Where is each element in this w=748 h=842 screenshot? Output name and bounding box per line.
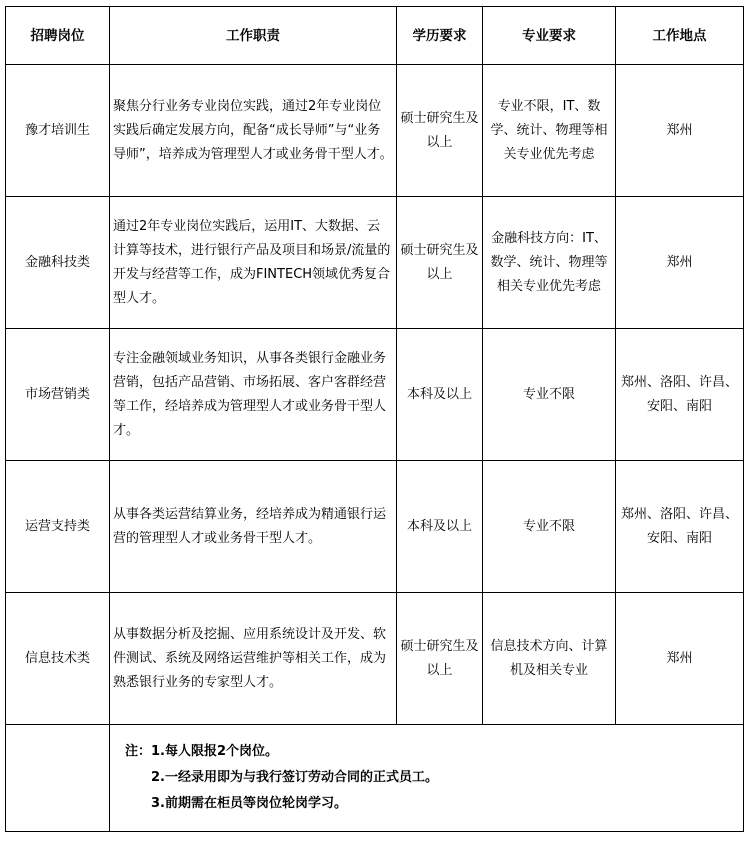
table-row bbox=[6, 65, 744, 197]
table-row bbox=[6, 461, 744, 593]
position-cell: 运营支持类 bbox=[6, 461, 110, 593]
position-cell: 金融科技类 bbox=[6, 197, 110, 329]
notes-row bbox=[6, 725, 744, 832]
major-cell: 金融科技方向：IT、数学、统计、物理等相关专业优先考虑 bbox=[483, 197, 616, 329]
education-cell: 硕士研究生及以上 bbox=[397, 593, 483, 725]
table-row bbox=[6, 329, 744, 461]
major-cell: 专业不限 bbox=[483, 461, 616, 593]
notes-empty-cell bbox=[6, 725, 110, 832]
note-line-1: 注：1.每人限报2个岗位。 bbox=[125, 744, 279, 759]
header-row bbox=[6, 7, 744, 65]
duties-cell: 专注金融领域业务知识，从事各类银行金融业务营销，包括产品营销、市场拓展、客户客群经营等工作，经培养成为管理型人才或业务骨干型人才。 bbox=[110, 329, 397, 461]
recruitment-table bbox=[5, 6, 744, 832]
location-cell: 郑州、洛阳、许昌、安阳、南阳 bbox=[616, 329, 744, 461]
major-cell: 专业不限 bbox=[483, 329, 616, 461]
education-cell: 本科及以上 bbox=[397, 461, 483, 593]
position-cell: 豫才培训生 bbox=[6, 65, 110, 197]
education-cell: 硕士研究生及以上 bbox=[397, 65, 483, 197]
note-line-2: 2.一经录用即为与我行签订劳动合同的正式员工。 bbox=[151, 770, 438, 785]
location-cell: 郑州 bbox=[616, 65, 744, 197]
header-location: 工作地点 bbox=[616, 7, 744, 65]
duties-cell: 通过2年专业岗位实践后，运用IT、大数据、云计算等技术，进行银行产品及项目和场景/流量的开发与经营等工作，成为FINTECH领域优秀复合型人才。 bbox=[110, 197, 397, 329]
notes-box bbox=[113, 739, 740, 817]
header-duties: 工作职责 bbox=[110, 7, 397, 65]
table-row bbox=[6, 197, 744, 329]
notes-cell bbox=[110, 725, 744, 832]
header-education: 学历要求 bbox=[397, 7, 483, 65]
table-row bbox=[6, 593, 744, 725]
position-cell: 市场营销类 bbox=[6, 329, 110, 461]
duties-cell: 聚焦分行业务专业岗位实践，通过2年专业岗位实践后确定发展方向，配备“成长导师”与“业务导师”，培养成为管理型人才或业务骨干型人才。 bbox=[110, 65, 397, 197]
position-cell: 信息技术类 bbox=[6, 593, 110, 725]
major-cell: 信息技术方向、计算机及相关专业 bbox=[483, 593, 616, 725]
location-cell: 郑州、洛阳、许昌、安阳、南阳 bbox=[616, 461, 744, 593]
education-cell: 硕士研究生及以上 bbox=[397, 197, 483, 329]
header-major: 专业要求 bbox=[483, 7, 616, 65]
duties-cell: 从事数据分析及挖掘、应用系统设计及开发、软件测试、系统及网络运营维护等相关工作，成为熟悉银行业务的专家型人才。 bbox=[110, 593, 397, 725]
duties-cell: 从事各类运营结算业务，经培养成为精通银行运营的管理型人才或业务骨干型人才。 bbox=[110, 461, 397, 593]
location-cell: 郑州 bbox=[616, 197, 744, 329]
note-line-3: 3.前期需在柜员等岗位轮岗学习。 bbox=[151, 796, 347, 811]
major-cell: 专业不限，IT、数学、统计、物理等相关专业优先考虑 bbox=[483, 65, 616, 197]
education-cell: 本科及以上 bbox=[397, 329, 483, 461]
header-position: 招聘岗位 bbox=[6, 7, 110, 65]
location-cell: 郑州 bbox=[616, 593, 744, 725]
